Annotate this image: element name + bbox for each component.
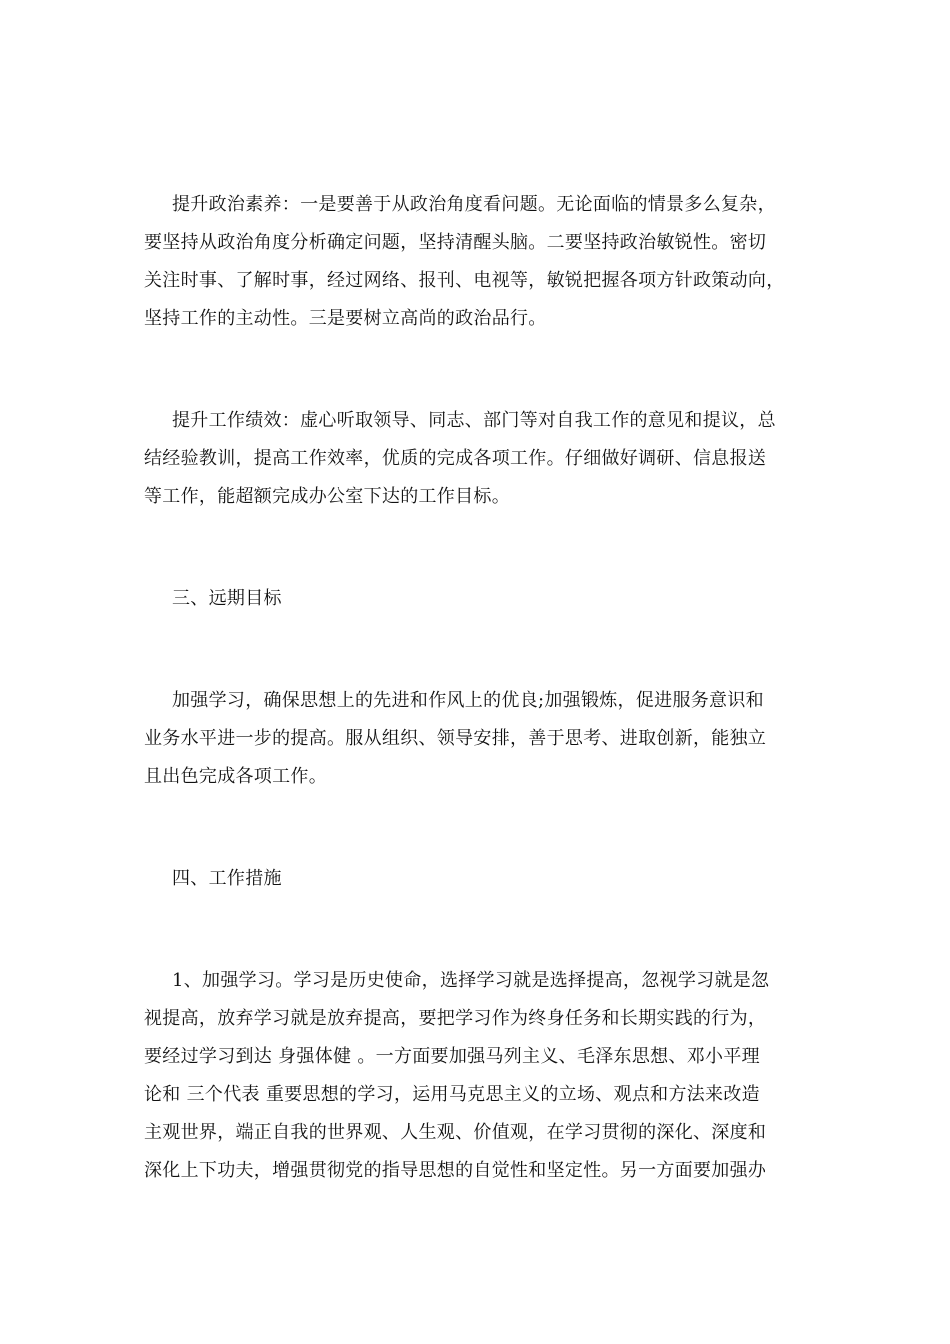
para1-line-2: 要坚持从政治角度分析确定问题，坚持清醒头脑。二要坚持政治敏锐性。密切 (144, 232, 767, 253)
para4-line-2: 视提高，放弃学习就是放弃提高，要把学习作为终身任务和长期实践的行为， (144, 1008, 767, 1029)
para4-line-5: 主观世界，端正自我的世界观、人生观、价值观，在学习贯彻的深化、深度和 (144, 1122, 767, 1143)
para1-line-4: 坚持工作的主动性。三是要树立高尚的政治品行。 (144, 308, 547, 329)
para2-line-1: 提升工作绩效：虚心听取领导、同志、部门等对自我工作的意见和提议，总 (172, 410, 776, 431)
para3-line-2: 业务水平进一步的提高。服从组织、领导安排，善于思考、进取创新，能独立 (144, 728, 767, 749)
section-heading-3: 三、远期目标 (172, 588, 282, 609)
para4-line-6: 深化上下功夫，增强贯彻党的指导思想的自觉性和坚定性。另一方面要加强办 (144, 1160, 767, 1181)
para1-line-3: 关注时事、了解时事，经过网络、报刊、电视等，敏锐把握各项方针政策动向， (144, 270, 785, 291)
para4-line-4: 论和 三个代表 重要思想的学习，运用马克思主义的立场、观点和方法来改造 (144, 1084, 760, 1105)
para2-line-3: 等工作，能超额完成办公室下达的工作目标。 (144, 486, 510, 507)
para4-line-1: 1、加强学习。学习是历史使命，选择学习就是选择提高，忽视学习就是忽 (172, 970, 770, 991)
para2-line-2: 结经验教训，提高工作效率，优质的完成各项工作。仔细做好调研、信息报送 (144, 448, 767, 469)
para1-line-1: 提升政治素养：一是要善于从政治角度看问题。无论面临的情景多么复杂， (172, 194, 776, 215)
para3-line-3: 且出色完成各项工作。 (144, 766, 327, 787)
para4-line-3: 要经过学习到达 身强体健 。一方面要加强马列主义、毛泽东思想、邓小平理 (144, 1046, 760, 1067)
para3-line-1: 加强学习，确保思想上的先进和作风上的优良;加强锻炼，促进服务意识和 (172, 690, 764, 711)
section-heading-4: 四、工作措施 (172, 868, 282, 889)
